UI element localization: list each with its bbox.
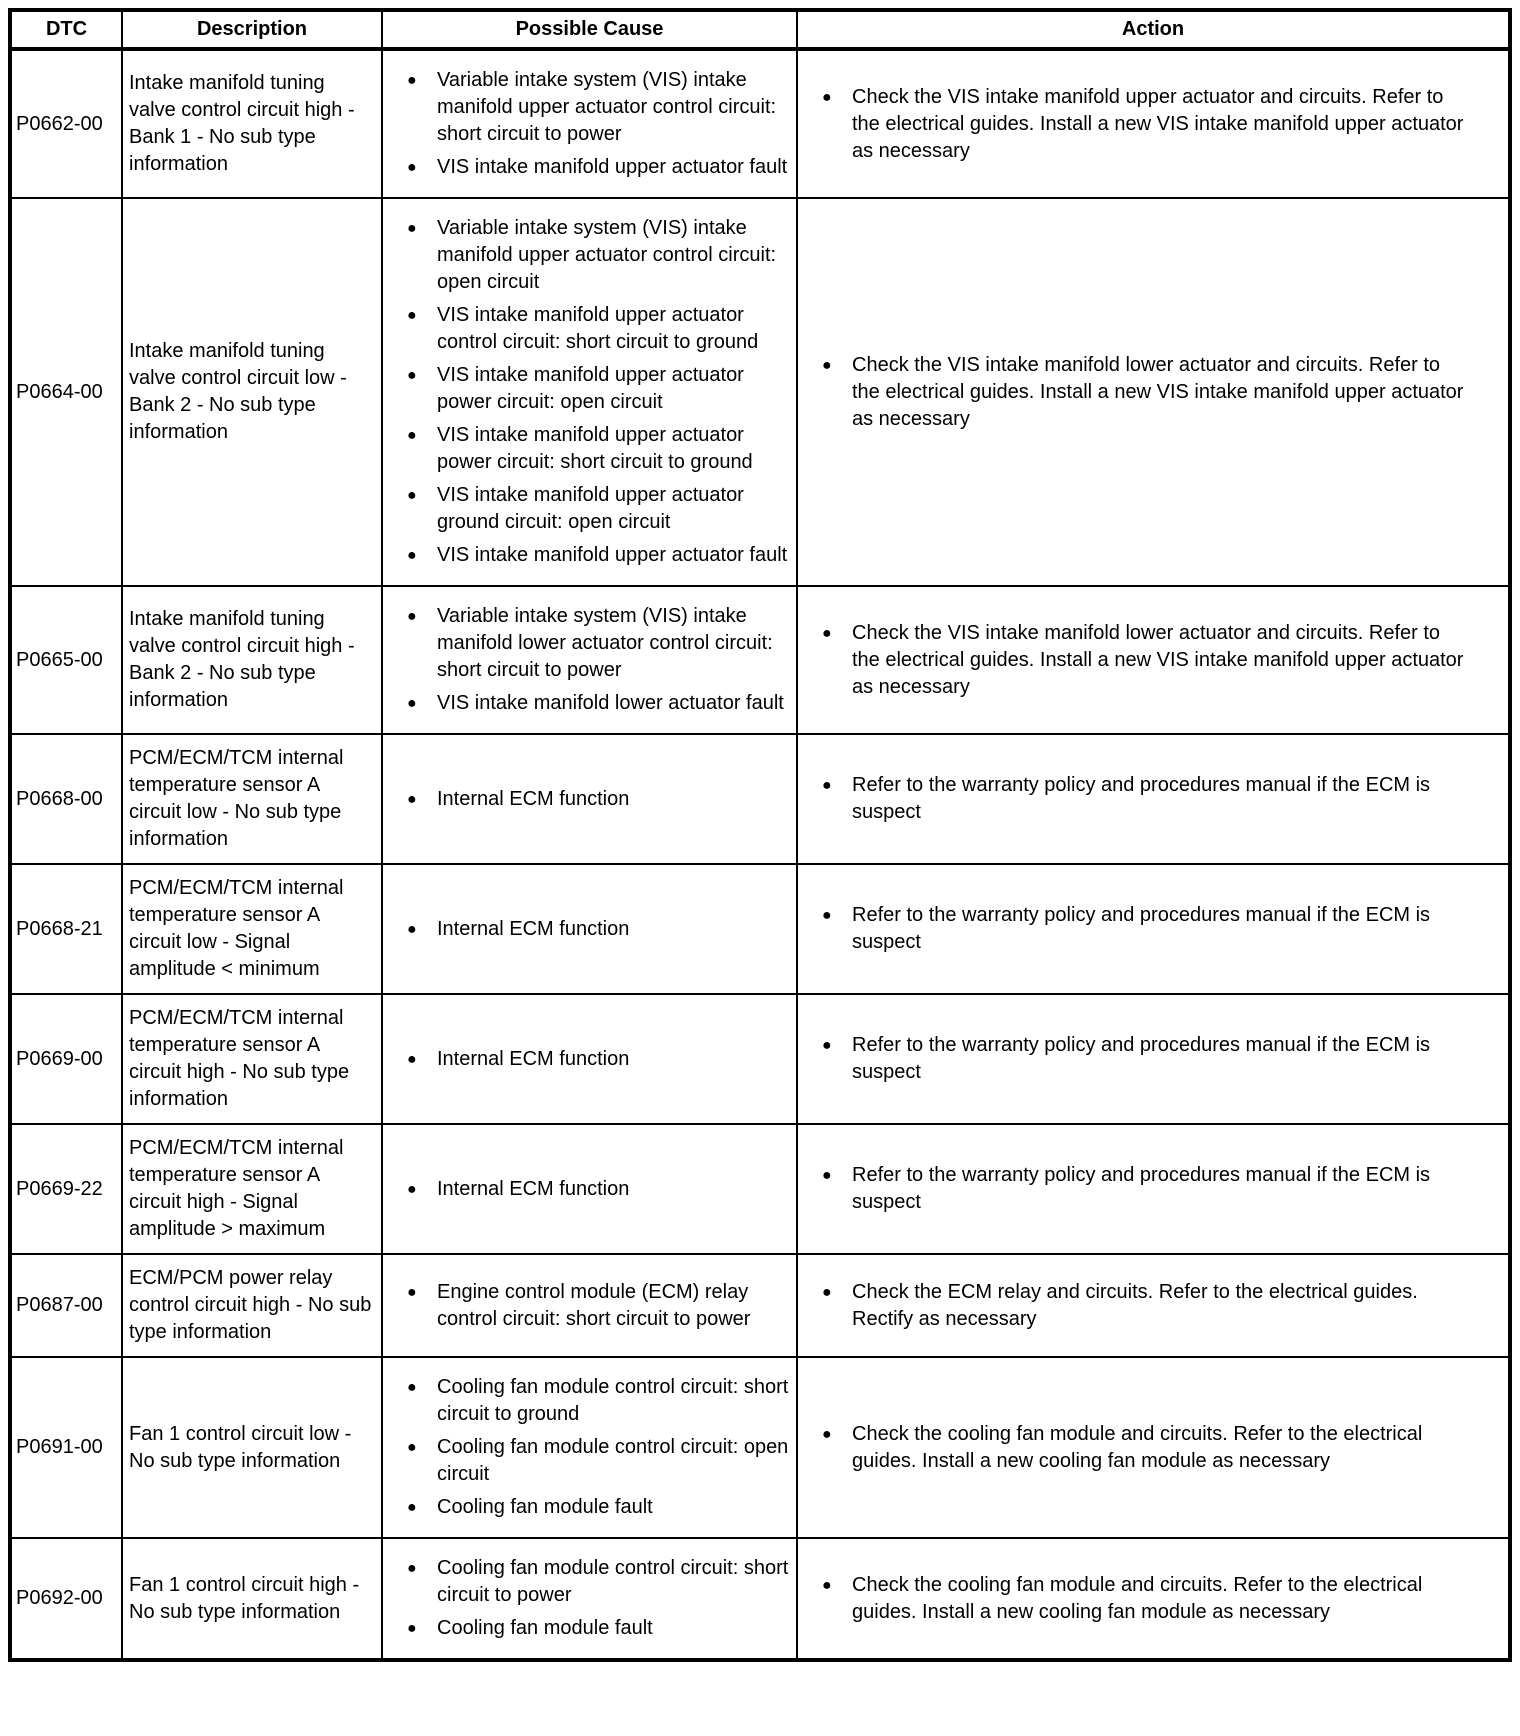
possible-cause-item: ● VIS intake manifold lower actuator fault xyxy=(387,690,792,717)
action-list xyxy=(802,1421,1504,1475)
action-item: ● Check the VIS intake manifold lower actuator and circuits. Refer to the electrical guides. Install a new VIS intake manifold upper actuator as necessary xyxy=(802,620,1472,701)
possible-cause-cell xyxy=(382,586,797,734)
possible-cause-item: ● Cooling fan module fault xyxy=(387,1494,792,1521)
possible-cause-cell xyxy=(382,1254,797,1357)
possible-cause-cell xyxy=(382,1538,797,1660)
possible-cause-item: ● Cooling fan module fault xyxy=(387,1615,792,1642)
action-cell xyxy=(797,1254,1510,1357)
possible-cause-cell xyxy=(382,994,797,1124)
table-row xyxy=(10,1124,1510,1254)
action-item: ● Refer to the warranty policy and procedures manual if the ECM is suspect xyxy=(802,902,1472,956)
possible-cause-list xyxy=(387,1279,792,1333)
action-item: ● Check the VIS intake manifold upper actuator and circuits. Refer to the electrical guides. Install a new VIS intake manifold upper actuator as necessary xyxy=(802,84,1472,165)
dtc-code: P0668-00 xyxy=(10,734,122,864)
dtc-table xyxy=(8,8,1512,1662)
action-cell xyxy=(797,734,1510,864)
header-dtc: DTC xyxy=(10,10,122,49)
table-row xyxy=(10,198,1510,586)
possible-cause-list xyxy=(387,1176,792,1203)
possible-cause-item: ● Variable intake system (VIS) intake manifold upper actuator control circuit: open circuit xyxy=(387,215,792,296)
possible-cause-list xyxy=(387,1046,792,1073)
table-row xyxy=(10,49,1510,198)
dtc-description: Fan 1 control circuit low - No sub type information xyxy=(122,1357,382,1538)
action-cell xyxy=(797,1538,1510,1660)
possible-cause-item: ● VIS intake manifold upper actuator control circuit: short circuit to ground xyxy=(387,302,792,356)
dtc-description: PCM/ECM/TCM internal temperature sensor A circuit low - Signal amplitude < minimum xyxy=(122,864,382,994)
action-item: ● Check the ECM relay and circuits. Refer to the electrical guides. Rectify as necessary xyxy=(802,1279,1472,1333)
possible-cause-item: ● Cooling fan module control circuit: short circuit to power xyxy=(387,1555,792,1609)
action-list xyxy=(802,84,1504,165)
action-cell xyxy=(797,49,1510,198)
table-row xyxy=(10,1357,1510,1538)
possible-cause-cell xyxy=(382,1357,797,1538)
action-item: ● Check the cooling fan module and circuits. Refer to the electrical guides. Install a new cooling fan module as necessary xyxy=(802,1421,1472,1475)
action-list xyxy=(802,1032,1504,1086)
possible-cause-item: ● VIS intake manifold upper actuator fault xyxy=(387,154,792,181)
action-item: ● Refer to the warranty policy and procedures manual if the ECM is suspect xyxy=(802,772,1472,826)
action-list xyxy=(802,1279,1504,1333)
action-item: ● Refer to the warranty policy and procedures manual if the ECM is suspect xyxy=(802,1032,1472,1086)
possible-cause-cell xyxy=(382,734,797,864)
dtc-description: ECM/PCM power relay control circuit high - No sub type information xyxy=(122,1254,382,1357)
possible-cause-cell xyxy=(382,864,797,994)
dtc-description: Intake manifold tuning valve control circuit high - Bank 1 - No sub type information xyxy=(122,49,382,198)
header-description: Description xyxy=(122,10,382,49)
table-row xyxy=(10,734,1510,864)
dtc-code: P0664-00 xyxy=(10,198,122,586)
possible-cause-item: ● VIS intake manifold upper actuator power circuit: open circuit xyxy=(387,362,792,416)
action-cell xyxy=(797,994,1510,1124)
action-item: ● Refer to the warranty policy and procedures manual if the ECM is suspect xyxy=(802,1162,1472,1216)
possible-cause-item: ● Cooling fan module control circuit: open circuit xyxy=(387,1434,792,1488)
dtc-code: P0665-00 xyxy=(10,586,122,734)
possible-cause-item: ● VIS intake manifold upper actuator power circuit: short circuit to ground xyxy=(387,422,792,476)
dtc-code: P0662-00 xyxy=(10,49,122,198)
possible-cause-list xyxy=(387,215,792,569)
action-list xyxy=(802,620,1504,701)
action-item: ● Check the VIS intake manifold lower actuator and circuits. Refer to the electrical guides. Install a new VIS intake manifold upper actuator as necessary xyxy=(802,352,1472,433)
dtc-code: P0669-22 xyxy=(10,1124,122,1254)
possible-cause-list xyxy=(387,1374,792,1521)
possible-cause-item: ● Variable intake system (VIS) intake manifold lower actuator control circuit: short circuit to power xyxy=(387,603,792,684)
table-row xyxy=(10,864,1510,994)
possible-cause-list xyxy=(387,603,792,717)
action-list xyxy=(802,352,1504,433)
action-cell xyxy=(797,1357,1510,1538)
dtc-description: Intake manifold tuning valve control circuit high - Bank 2 - No sub type information xyxy=(122,586,382,734)
header-possible-cause: Possible Cause xyxy=(382,10,797,49)
dtc-code: P0691-00 xyxy=(10,1357,122,1538)
dtc-description: PCM/ECM/TCM internal temperature sensor A circuit high - Signal amplitude > maximum xyxy=(122,1124,382,1254)
dtc-code: P0687-00 xyxy=(10,1254,122,1357)
possible-cause-item: ● Internal ECM function xyxy=(387,1176,792,1203)
header-row xyxy=(10,10,1510,49)
possible-cause-item: ● VIS intake manifold upper actuator fault xyxy=(387,542,792,569)
action-list xyxy=(802,772,1504,826)
possible-cause-item: ● Internal ECM function xyxy=(387,1046,792,1073)
possible-cause-item: ● VIS intake manifold upper actuator ground circuit: open circuit xyxy=(387,482,792,536)
action-list xyxy=(802,1162,1504,1216)
possible-cause-list xyxy=(387,786,792,813)
table-row xyxy=(10,1254,1510,1357)
possible-cause-list xyxy=(387,67,792,181)
dtc-code: P0668-21 xyxy=(10,864,122,994)
dtc-description: PCM/ECM/TCM internal temperature sensor A circuit high - No sub type information xyxy=(122,994,382,1124)
dtc-description: PCM/ECM/TCM internal temperature sensor A circuit low - No sub type information xyxy=(122,734,382,864)
action-cell xyxy=(797,1124,1510,1254)
possible-cause-cell xyxy=(382,49,797,198)
action-list xyxy=(802,1572,1504,1626)
possible-cause-list xyxy=(387,916,792,943)
dtc-code: P0692-00 xyxy=(10,1538,122,1660)
action-cell xyxy=(797,586,1510,734)
action-list xyxy=(802,902,1504,956)
dtc-code: P0669-00 xyxy=(10,994,122,1124)
possible-cause-item: ● Variable intake system (VIS) intake manifold upper actuator control circuit: short circuit to power xyxy=(387,67,792,148)
dtc-description: Fan 1 control circuit high - No sub type information xyxy=(122,1538,382,1660)
possible-cause-cell xyxy=(382,1124,797,1254)
action-cell xyxy=(797,198,1510,586)
action-item: ● Check the cooling fan module and circuits. Refer to the electrical guides. Install a new cooling fan module as necessary xyxy=(802,1572,1472,1626)
possible-cause-item: ● Internal ECM function xyxy=(387,916,792,943)
possible-cause-item: ● Internal ECM function xyxy=(387,786,792,813)
dtc-description: Intake manifold tuning valve control circuit low - Bank 2 - No sub type information xyxy=(122,198,382,586)
action-cell xyxy=(797,864,1510,994)
possible-cause-list xyxy=(387,1555,792,1642)
possible-cause-item: ● Cooling fan module control circuit: short circuit to ground xyxy=(387,1374,792,1428)
header-action: Action xyxy=(797,10,1510,49)
possible-cause-item: ● Engine control module (ECM) relay control circuit: short circuit to power xyxy=(387,1279,792,1333)
possible-cause-cell xyxy=(382,198,797,586)
table-row xyxy=(10,586,1510,734)
table-row xyxy=(10,1538,1510,1660)
table-row xyxy=(10,994,1510,1124)
